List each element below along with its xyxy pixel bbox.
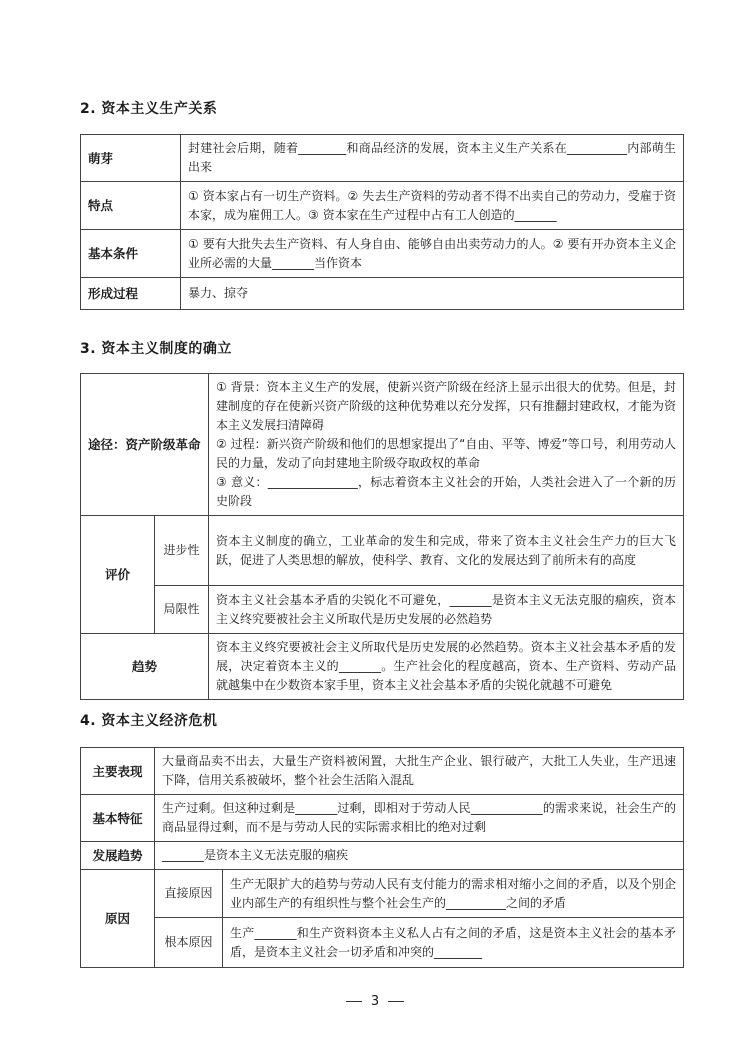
table-row — [81, 516, 684, 586]
row-text: ① 要有大批失去生产资料、有人身自由、能够自由出卖劳动力的人。② 要有开办资本主义企业所必需的大量_______当作资本 — [181, 230, 684, 278]
section-2-heading: 2. 资本主义生产关系 — [80, 101, 218, 117]
page-number-dash-right — [388, 1001, 404, 1002]
row-key: 主要表现 — [81, 748, 155, 795]
trend-key: 趋势 — [81, 634, 209, 700]
row-key: 基本条件 — [81, 230, 181, 278]
path-line: ① 背景：资本主义生产的发展，使新兴资产阶级在经济上显示出很大的优势。但是，封建制度的存在使新兴资产阶级的这种优势难以充分发挥，只有推翻封建政权，才能为资本主义发展扫清障碍 — [216, 380, 676, 432]
row-text: 暴力、掠夺 — [181, 278, 684, 310]
section-4-table — [80, 747, 684, 968]
section-2-table — [80, 134, 684, 310]
row-key: 特点 — [81, 182, 181, 230]
row-key: 基本特征 — [81, 795, 155, 842]
table-row — [81, 842, 684, 870]
table-row — [81, 230, 684, 278]
table-row — [81, 918, 684, 968]
limit-text: 资本主义社会基本矛盾的尖锐化不可避免，_______是资本主义无法克服的痼疾，资本主义终究要被社会主义所取代是历史发展的必然趋势 — [209, 586, 684, 634]
table-row — [81, 748, 684, 795]
page-number-dash-left — [346, 1001, 362, 1002]
table-row — [81, 182, 684, 230]
cause-key: 原因 — [81, 870, 155, 968]
section-3-heading: 3. 资本主义制度的确立 — [80, 341, 232, 357]
section-3-table — [80, 373, 684, 700]
table-row — [81, 135, 684, 182]
table-row — [81, 795, 684, 842]
row-key: 形成过程 — [81, 278, 181, 310]
direct-text: 生产无限扩大的趋势与劳动人民有支付能力的需求相对缩小之间的矛盾，以及个别企业内部生产的有组织性与整个社会生产的__________之间的矛盾 — [223, 870, 684, 918]
page-number-value: 3 — [370, 994, 380, 1009]
trend-text: 资本主义终究要被社会主义所取代是历史发展的必然趋势。资本主义社会基本矛盾的发展，决定着资本主义的_______。生产社会化的程度越高，资本、生产资料、劳动产品就越集中在少数资本家手里，资本主义社会基本矛盾的尖锐化就越不可避免 — [209, 634, 684, 700]
row-text: 大量商品卖不出去，大量生产资料被闲置，大批生产企业、银行破产，大批工人失业，生产迅速下降，信用关系被破坏，整个社会生活陷入混乱 — [155, 748, 684, 795]
path-line: ③ 意义：_______________，标志着资本主义社会的开始，人类社会进入了一个新的历史阶段 — [216, 475, 676, 508]
row-key: 萌芽 — [81, 135, 181, 182]
direct-key: 直接原因 — [155, 870, 223, 918]
path-key: 途径：资产阶级革命 — [81, 374, 209, 516]
row-text: 封建社会后期，随着________和商品经济的发展，资本主义生产关系在__________内部萌生出来 — [181, 135, 684, 182]
row-text: ① 资本家占有一切生产资料。② 失去生产资料的劳动者不得不出卖自己的劳动力，受雇于资本家，成为雇佣工人。③ 资本家在生产过程中占有工人创造的_______ — [181, 182, 684, 230]
root-text: 生产_______和生产资料资本主义私人占有之间的矛盾，这是资本主义社会的基本矛盾，是资本主义社会一切矛盾和冲突的________ — [223, 918, 684, 968]
progress-text: 资本主义制度的确立，工业革命的发生和完成，带来了资本主义社会生产力的巨大飞跃，促进了人类思想的解放，使科学、教育、文化的发展达到了前所未有的高度 — [209, 516, 684, 586]
table-row — [81, 586, 684, 634]
progress-key: 进步性 — [155, 516, 209, 586]
row-text: _______是资本主义无法克服的痼疾 — [155, 842, 684, 870]
page-number — [0, 994, 750, 1009]
root-key: 根本原因 — [155, 918, 223, 968]
table-row — [81, 870, 684, 918]
path-line: ② 过程：新兴资产阶级和他们的思想家提出了“自由、平等、博爱”等口号，利用劳动人民的力量，发动了向封建地主阶级夺取政权的革命 — [216, 437, 676, 470]
row-key: 发展趋势 — [81, 842, 155, 870]
path-text — [209, 374, 684, 516]
row-text: 生产过剩。但这种过剩是_______过剩，即相对于劳动人民____________的需求来说，社会生产的商品显得过剩，而不是与劳动人民的实际需求相比的绝对过剩 — [155, 795, 684, 842]
limit-key: 局限性 — [155, 586, 209, 634]
table-row — [81, 634, 684, 700]
eval-key: 评价 — [81, 516, 155, 634]
table-row — [81, 374, 684, 516]
section-4-heading: 4. 资本主义经济危机 — [80, 713, 218, 729]
table-row — [81, 278, 684, 310]
